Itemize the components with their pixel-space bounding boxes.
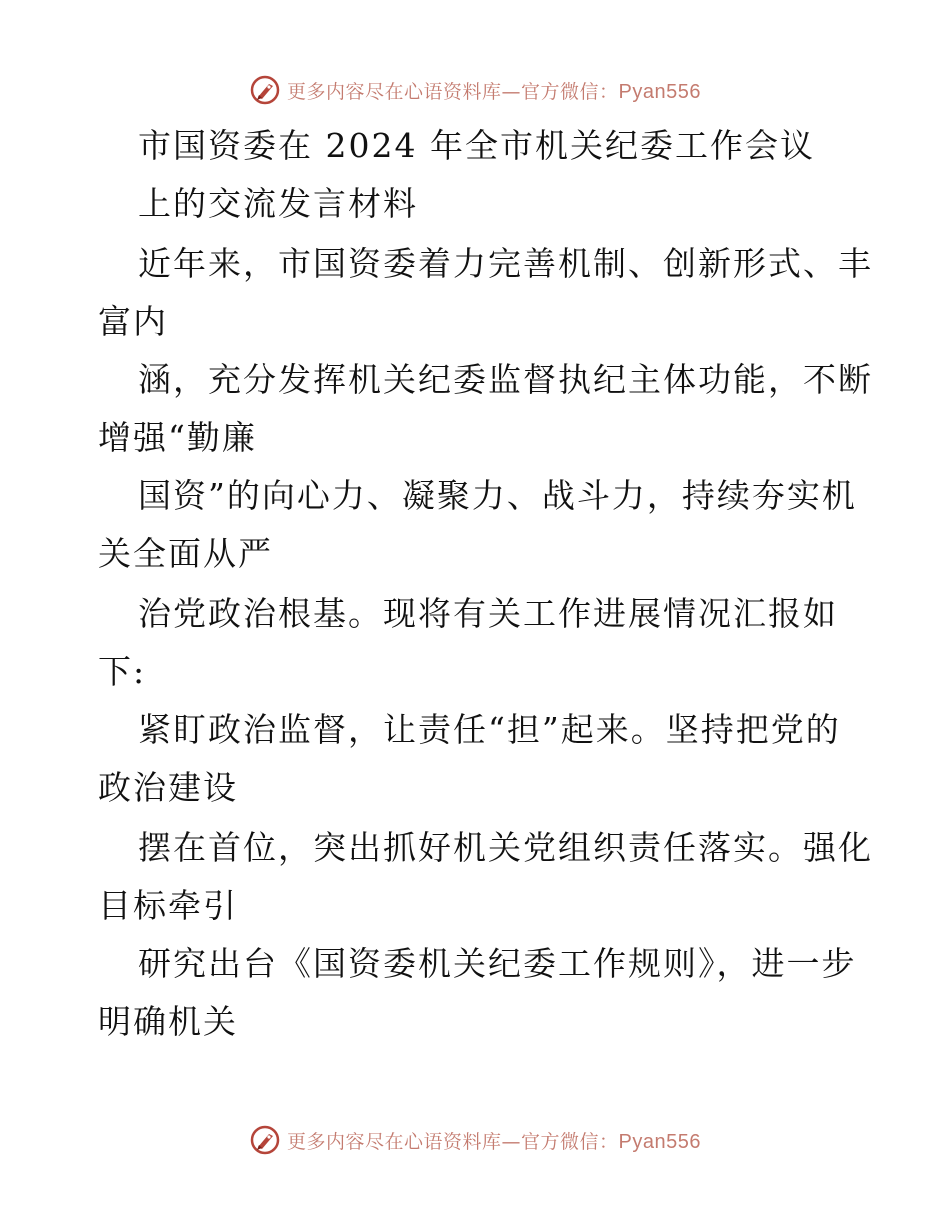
pen-nib-logo-icon [249,1124,281,1156]
doc-title-line-1: 市国资委在 2024 年全市机关纪委工作会议 [138,126,815,165]
footer-watermark [0,1120,950,1160]
doc-line: 富内 [98,302,168,341]
doc-line: 明确机关 [98,1002,238,1041]
doc-line: 下: [98,652,147,691]
doc-line: 涵，充分发挥机关纪委监督执纪主体功能，不断 [138,360,873,399]
watermark-text: 更多内容尽在心语资料库—官方微信：Pyan556 [287,80,701,103]
doc-line: 国资”的向心力、凝聚力、战斗力，持续夯实机 [138,476,857,515]
doc-line: 摆在首位，突出抓好机关党组织责任落实。强化 [138,828,873,867]
doc-line: 目标牵引 [98,886,238,925]
doc-line: 政治建设 [98,768,238,807]
doc-line: 治党政治根基。现将有关工作进展情况汇报如 [138,594,838,633]
wechat-id: Pyan556 [618,80,701,103]
doc-line: 增强“勤廉 [98,418,257,457]
doc-line: 关全面从严 [98,534,273,573]
watermark-text: 更多内容尽在心语资料库—官方微信：Pyan556 [287,1130,701,1153]
doc-line: 近年来，市国资委着力完善机制、创新形式、丰 [138,244,873,283]
doc-line: 研究出台《国资委机关纪委工作规则》，进一步 [138,944,857,983]
doc-title-line-2: 上的交流发言材料 [138,184,418,223]
wechat-id: Pyan556 [618,1130,701,1153]
doc-line: 紧盯政治监督，让责任“担”起来。坚持把党的 [138,710,841,749]
